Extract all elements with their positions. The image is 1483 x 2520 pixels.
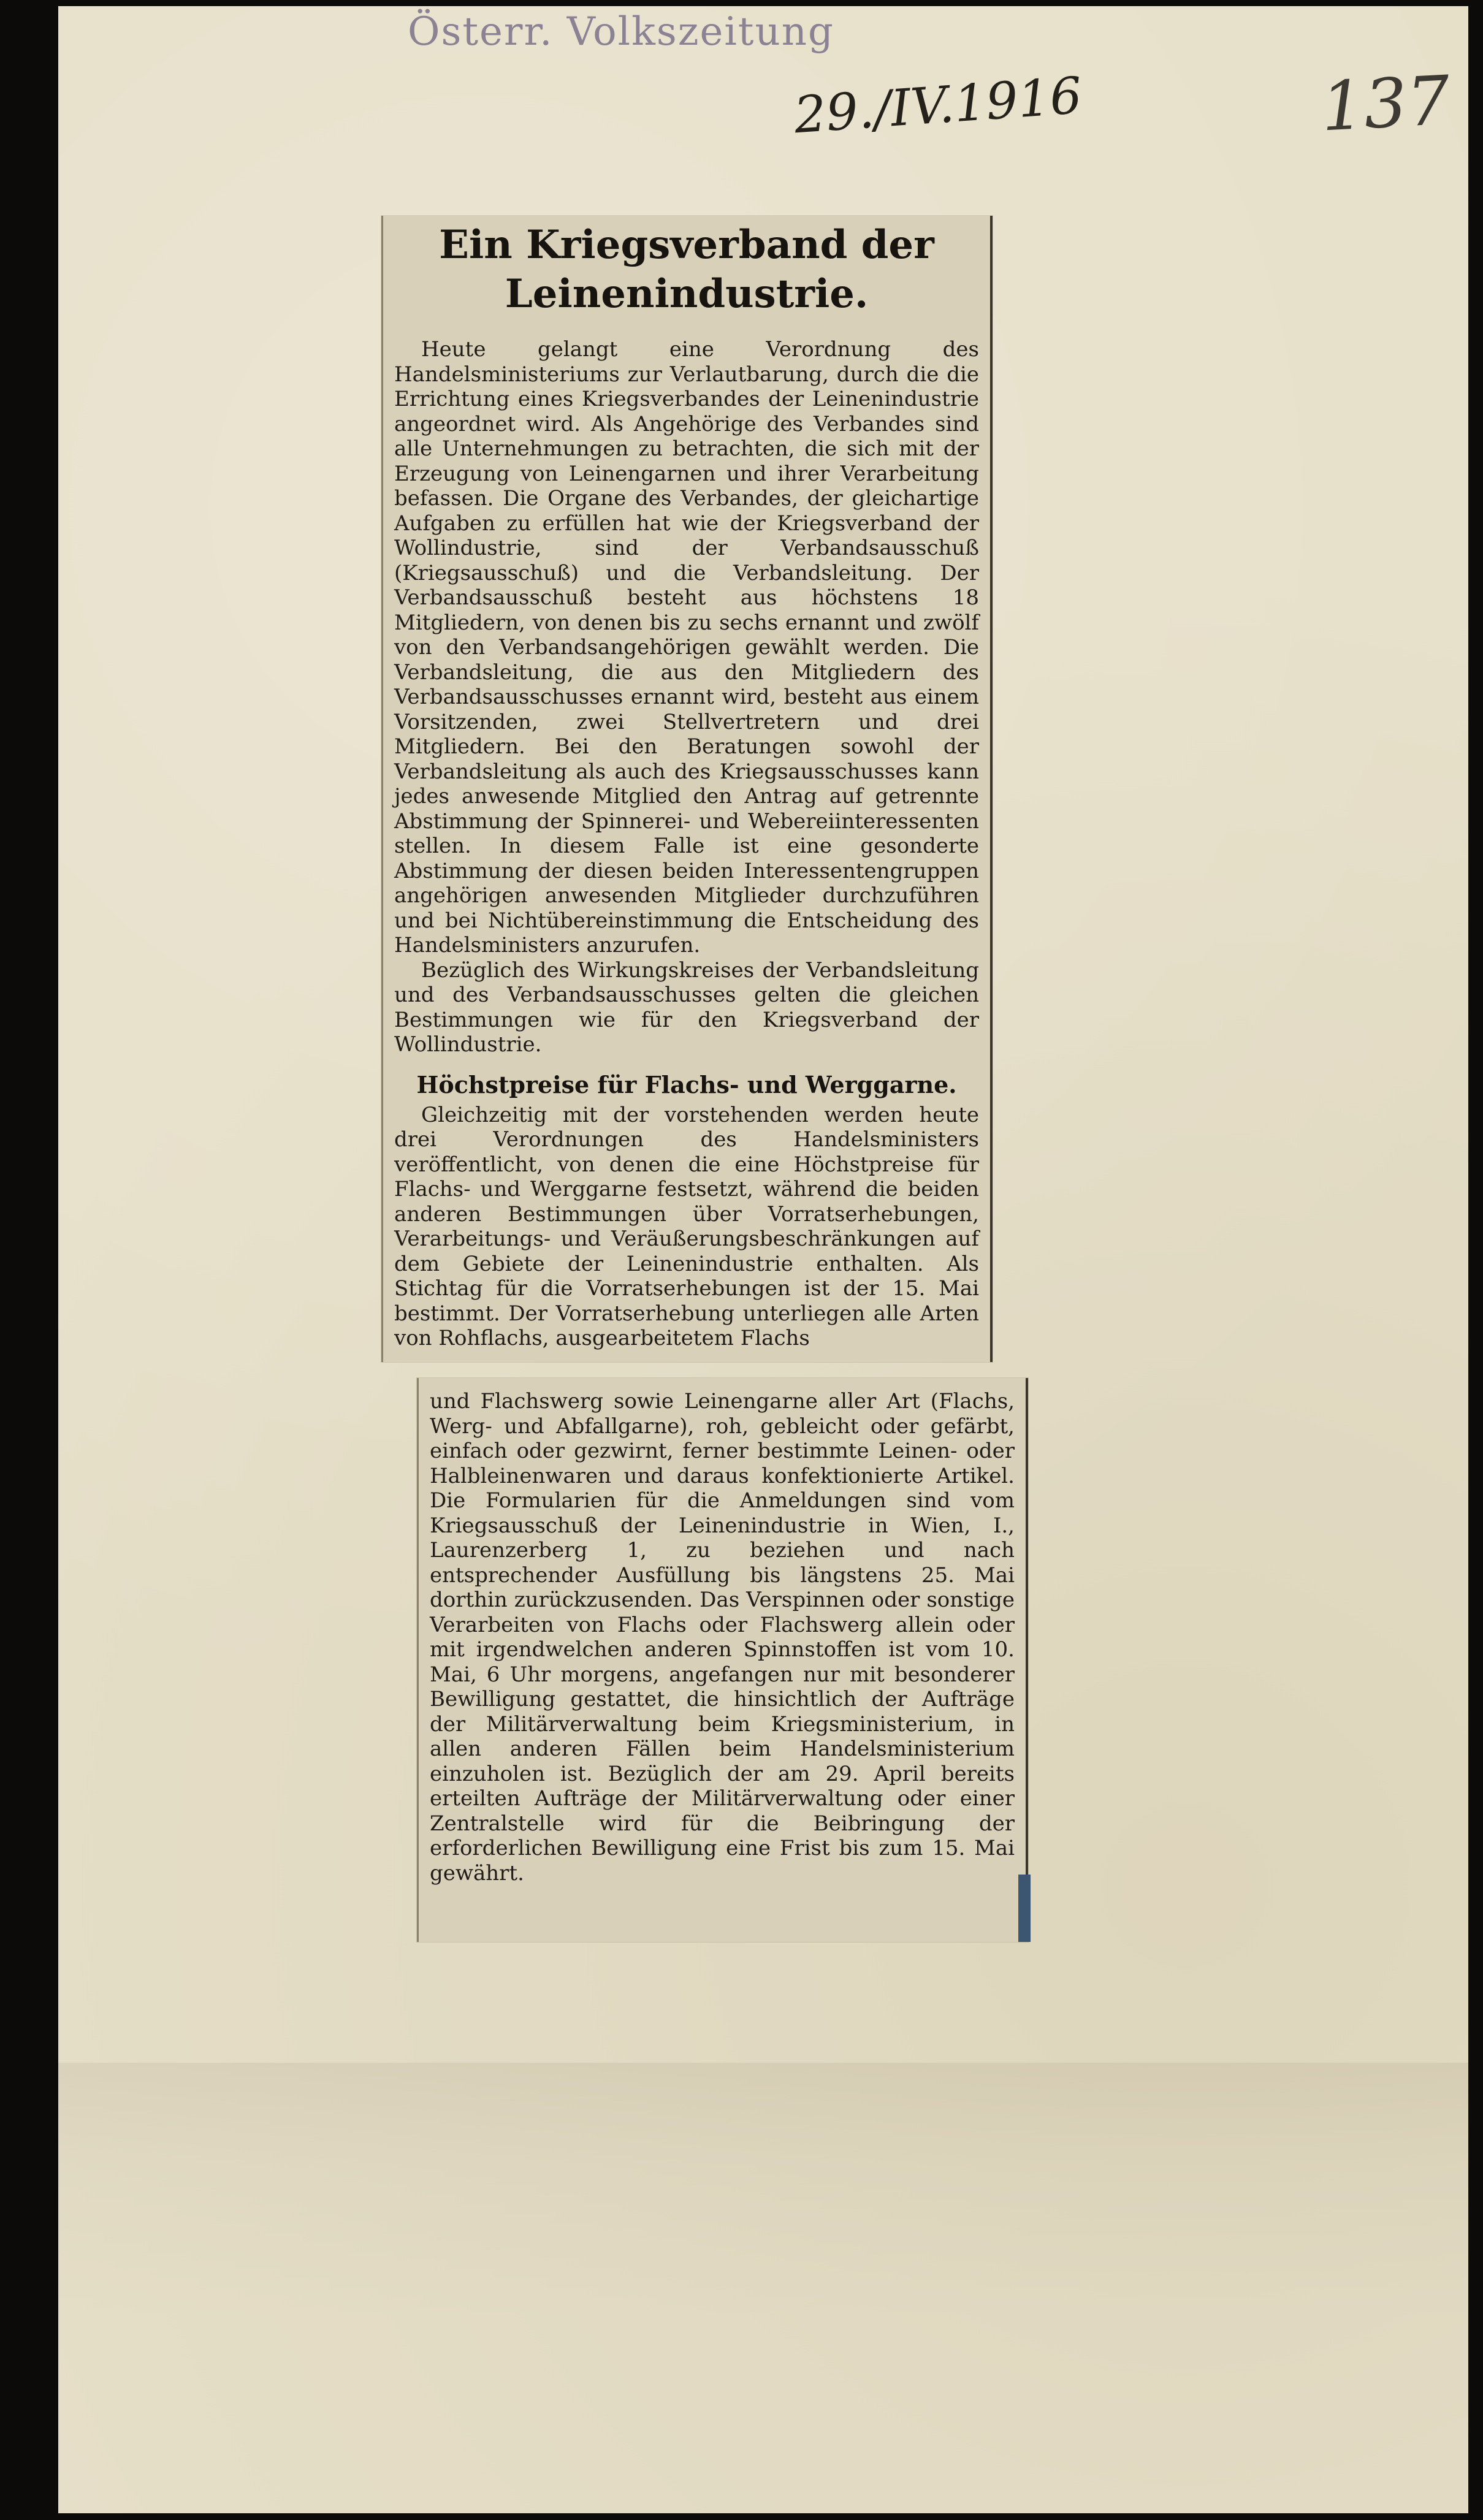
paper-fold-shading bbox=[58, 2063, 1468, 2320]
article-subheading: Höchstpreise für Flachs- und Werggarne. bbox=[416, 1070, 957, 1098]
article-paragraph-3: Gleichzeitig mit der vorstehenden werden heute drei Verordnungen des Handelsministers veröffentlicht, von denen die eine Höchstpreise für Flachs- und Werggarne festsetzt, während die beiden anderen Bestimmungen über Vorratserhebungen, Verarbeitungs- und Veräußerungsbeschränkungen auf dem Gebiete der Leinenindustrie enthalten. Als Stichtag für die Vorratserhebungen ist der 15. Mai bestimmt. Der Vorratserhebung unterliegen alle Arten von Rohflachs, ausgearbeitetem Flachs bbox=[394, 1102, 979, 1350]
article-paragraph-3-continued: und Flachswerg sowie Leinengarne aller Art (Flachs, Werg- und Abfallgarne), roh, gebleicht oder gefärbt, einfach oder gezwirnt, ferner bestimmte Leinen- oder Halbleinenwaren und daraus konfektionierte Artikel. Die Formularien für die Anmeldungen sind vom Kriegsausschuß der Leinenindustrie in Wien, I., Laurenzerberg 1, zu beziehen und nach entsprechender Ausfüllung bis längstens 25. Mai dorthin zurückzusenden. Das Verspinnen oder sonstige Verarbeiten von Flachs oder Flachswerg allein oder mit irgendwelchen anderen Spinnstoffen ist vom 10. Mai, 6 Uhr morgens, angefangen nur mit besonderer Bewilligung gestattet, die hinsichtlich der Aufträge der Militärverwaltung beim Kriegsministerium, in allen anderen Fällen beim Handelsministerium einzuholen ist. Bezüglich der am 29. April bereits erteilten Aufträge der Militärverwaltung oder einer Zentralstelle wird für die Beibringung der erforderlichen Bewilligung eine Frist bis zum 15. Mai gewährt. bbox=[430, 1389, 1015, 1886]
clipping-part-1 bbox=[381, 216, 993, 1362]
clipping-part-2 bbox=[417, 1378, 1028, 1942]
folio-number: 137 bbox=[1319, 61, 1452, 147]
handwritten-date: 29./IV.1916 bbox=[792, 66, 1084, 145]
article-paragraph-2: Bezüglich des Wirkungskreises der Verbandsleitung und des Verbandsausschusses gelten die gleichen Bestimmungen wie für den Kriegsverband der Wollindustrie. bbox=[394, 957, 979, 1057]
article-paragraph-1: Heute gelangt eine Verordnung des Handelsministeriums zur Verlautbarung, durch die die Errichtung eines Kriegsverbandes der Leinenindustrie angeordnet wird. Als Angehörige des Verbandes sind alle Unternehmungen zu betrachten, die sich mit der Erzeugung von Leinengarnen und ihrer Verarbeitung befassen. Die Organe des Verbandes, der gleichartige Aufgaben zu erfüllen hat wie der Kriegsverband der Wollindustrie, sind der Verbandsausschuß (Kriegsausschuß) und die Verbandsleitung. Der Verbandsausschuß besteht aus höchstens 18 Mitgliedern, von denen bis zu sechs ernannt und zwölf von den Verbandsangehörigen gewählt werden. Die Verbandsleitung, die aus den Mitgliedern des Verbandsausschusses ernannt wird, besteht aus einem Vorsitzenden, zwei Stellvertretern und drei Mitgliedern. Bei den Beratungen sowohl der Verbandsleitung als auch des Kriegsausschusses kann jedes anwesende Mitglied den Antrag auf getrennte Abstimmung der Spinnerei- und Webereiinteressenten stellen. In diesem Falle ist eine gesonderte Abstimmung der diesen beiden Interessentengruppen angehörigen anwesenden Mitglieder durchzuführen und bei Nichtübereinstimmung die Entscheidung des Handelsministers anzurufen. bbox=[394, 337, 979, 957]
blue-paper-tab bbox=[1018, 1875, 1031, 1942]
article-headline: Ein Kriegsverband der Leinenindustrie. bbox=[439, 222, 934, 317]
newspaper-source-stamp: Österr. Volkszeitung bbox=[408, 9, 834, 55]
